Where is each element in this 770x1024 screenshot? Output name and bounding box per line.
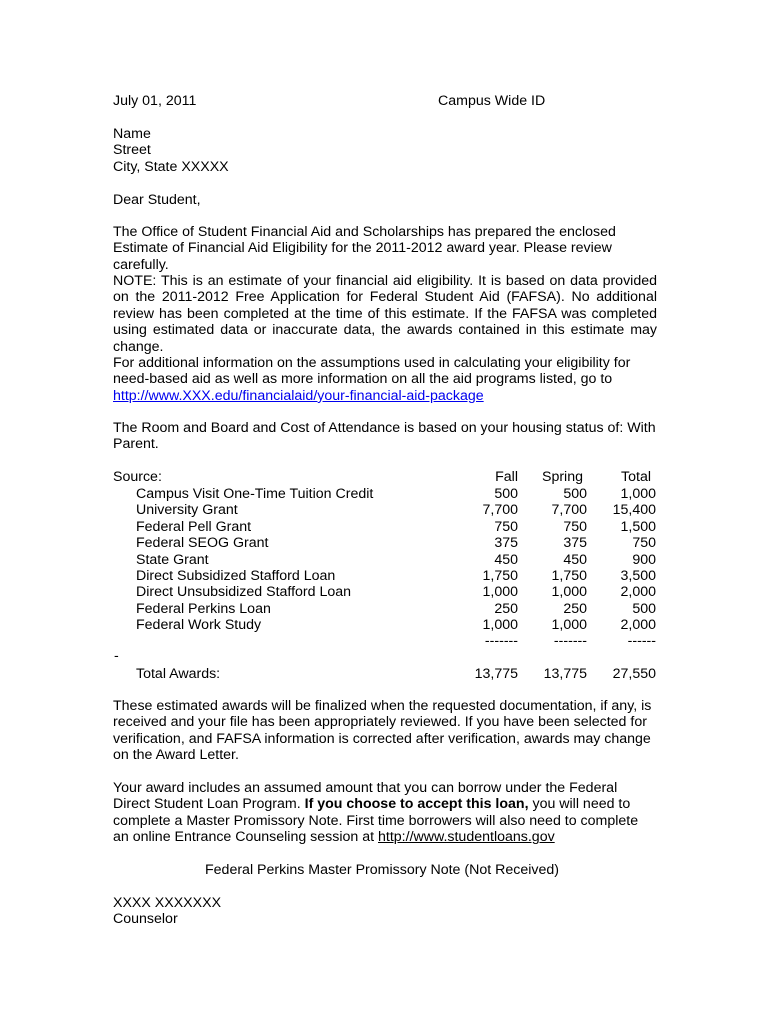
total-separator: ------ bbox=[627, 633, 656, 649]
award-total: 500 bbox=[632, 600, 656, 617]
totals-row bbox=[113, 666, 658, 682]
award-label: University Grant bbox=[136, 502, 238, 519]
award-spring: 375 bbox=[563, 535, 587, 552]
table-row bbox=[113, 568, 658, 584]
recipient-name: Name bbox=[113, 126, 151, 142]
award-label: Federal Pell Grant bbox=[136, 518, 252, 535]
award-total: 750 bbox=[632, 535, 656, 552]
award-label: Federal SEOG Grant bbox=[136, 535, 269, 552]
financial-aid-package-link[interactable]: http://www.XXX.edu/financialaid/your-financial-aid-package bbox=[113, 387, 484, 404]
award-fall: 1,750 bbox=[482, 568, 518, 584]
award-label: Federal Perkins Loan bbox=[136, 600, 271, 617]
award-fall: 450 bbox=[494, 551, 518, 568]
totals-total: 27,550 bbox=[612, 666, 656, 682]
table-row bbox=[113, 486, 658, 502]
info-text: For additional information on the assumptions used in calculating your eligibility for need-based aid as well as more information on all the aid programs listed, go to bbox=[113, 355, 631, 388]
award-total: 1,000 bbox=[620, 486, 656, 502]
total-header: Total bbox=[621, 469, 651, 485]
table-row bbox=[113, 584, 658, 600]
table-row bbox=[113, 601, 658, 617]
award-fall: 250 bbox=[494, 600, 518, 617]
spring-separator: ------- bbox=[553, 633, 587, 649]
fall-header: Fall bbox=[495, 469, 518, 485]
campus-wide-id: Campus Wide ID bbox=[438, 93, 546, 109]
award-fall: 1,000 bbox=[482, 617, 518, 634]
award-label: Direct Subsidized Stafford Loan bbox=[136, 568, 336, 584]
info-paragraph bbox=[113, 355, 657, 404]
award-spring: 1,000 bbox=[551, 617, 587, 634]
award-fall: 7,700 bbox=[482, 502, 518, 519]
award-fall: 1,000 bbox=[482, 584, 518, 601]
signature-block bbox=[113, 895, 221, 928]
recipient-city: City, State XXXXX bbox=[113, 158, 229, 175]
award-total: 3,500 bbox=[620, 568, 656, 584]
loan-paragraph bbox=[113, 780, 657, 846]
award-spring: 250 bbox=[563, 600, 587, 617]
table-row bbox=[113, 519, 658, 535]
perkins-note: Federal Perkins Master Promissory Note (Not Received) bbox=[205, 862, 560, 878]
separator-row bbox=[113, 633, 658, 649]
award-spring: 7,700 bbox=[551, 502, 587, 519]
award-label: Direct Unsubsidized Stafford Loan bbox=[136, 584, 352, 601]
award-spring: 500 bbox=[563, 486, 587, 502]
award-total: 15,400 bbox=[612, 502, 656, 519]
salutation: Dear Student, bbox=[113, 192, 201, 208]
award-spring: 450 bbox=[563, 551, 587, 568]
award-fall: 500 bbox=[494, 486, 518, 502]
totals-fall: 13,775 bbox=[474, 666, 518, 682]
intro-paragraph: The Office of Student Financial Aid and Scholarships has prepared the enclosed Estimate of Financial Aid Eligibility for the 2011-2012 award year. Please review carefully. bbox=[113, 224, 616, 273]
counselor-title: Counselor bbox=[113, 911, 178, 928]
fall-separator: ------- bbox=[484, 633, 518, 649]
table-header-row bbox=[113, 469, 658, 485]
totals-label: Total Awards: bbox=[136, 666, 221, 682]
housing-paragraph: The Room and Board and Cost of Attendance is based on your housing status of: With Parent. bbox=[113, 420, 656, 453]
award-total: 900 bbox=[632, 551, 656, 568]
table-row bbox=[113, 617, 658, 633]
table-row bbox=[113, 502, 658, 518]
loan-bold-text: If you choose to accept this loan, bbox=[304, 796, 529, 813]
counselor-name: XXXX XXXXXXX bbox=[113, 895, 222, 911]
loan-text-2: you will need to complete a Master Promissory Note. First time borrowers will also need to complete an online Entrance Counseling session at bbox=[113, 796, 639, 846]
award-total: 2,000 bbox=[620, 584, 656, 601]
studentloans-link[interactable]: http://www.studentloans.gov bbox=[378, 829, 555, 846]
award-fall: 750 bbox=[494, 518, 518, 535]
award-label: Campus Visit One-Time Tuition Credit bbox=[136, 486, 374, 502]
totals-spring: 13,775 bbox=[543, 666, 587, 682]
note-paragraph: NOTE: This is an estimate of your financial aid eligibility. It is based on data provided on the 2011-2012 Free Application for Federal Student Aid (FAFSA). No additional review has been completed at the time of this estimate. If the FAFSA was completed using estimated data or inaccurate data, the awards contained in this estimate may change. bbox=[113, 273, 657, 355]
spring-header: Spring bbox=[541, 469, 583, 485]
award-fall: 375 bbox=[494, 535, 518, 552]
award-label: Federal Work Study bbox=[136, 617, 262, 634]
award-label: State Grant bbox=[136, 551, 209, 568]
source-header: Source: bbox=[113, 469, 162, 485]
award-total: 1,500 bbox=[620, 518, 656, 535]
finalize-paragraph: These estimated awards will be finalized when the requested documentation, if any, is received and your file has been appropriately reviewed. If you have been selected for verification, and FAFSA information is corrected after verification, awards may change on the Award Letter. bbox=[113, 698, 652, 764]
recipient-street: Street bbox=[113, 142, 151, 159]
letter-date: July 01, 2011 bbox=[113, 93, 197, 109]
recipient-address bbox=[113, 126, 229, 175]
award-spring: 1,750 bbox=[551, 568, 587, 584]
loan-text-1: Your award includes an assumed amount that you can borrow under the Federal Direct Student Loan Program. bbox=[113, 780, 618, 813]
award-spring: 750 bbox=[563, 518, 587, 535]
stray-dash: - bbox=[114, 648, 119, 664]
award-spring: 1,000 bbox=[551, 584, 587, 601]
table-row bbox=[113, 535, 658, 551]
award-total: 2,000 bbox=[620, 617, 656, 634]
table-row bbox=[113, 552, 658, 568]
